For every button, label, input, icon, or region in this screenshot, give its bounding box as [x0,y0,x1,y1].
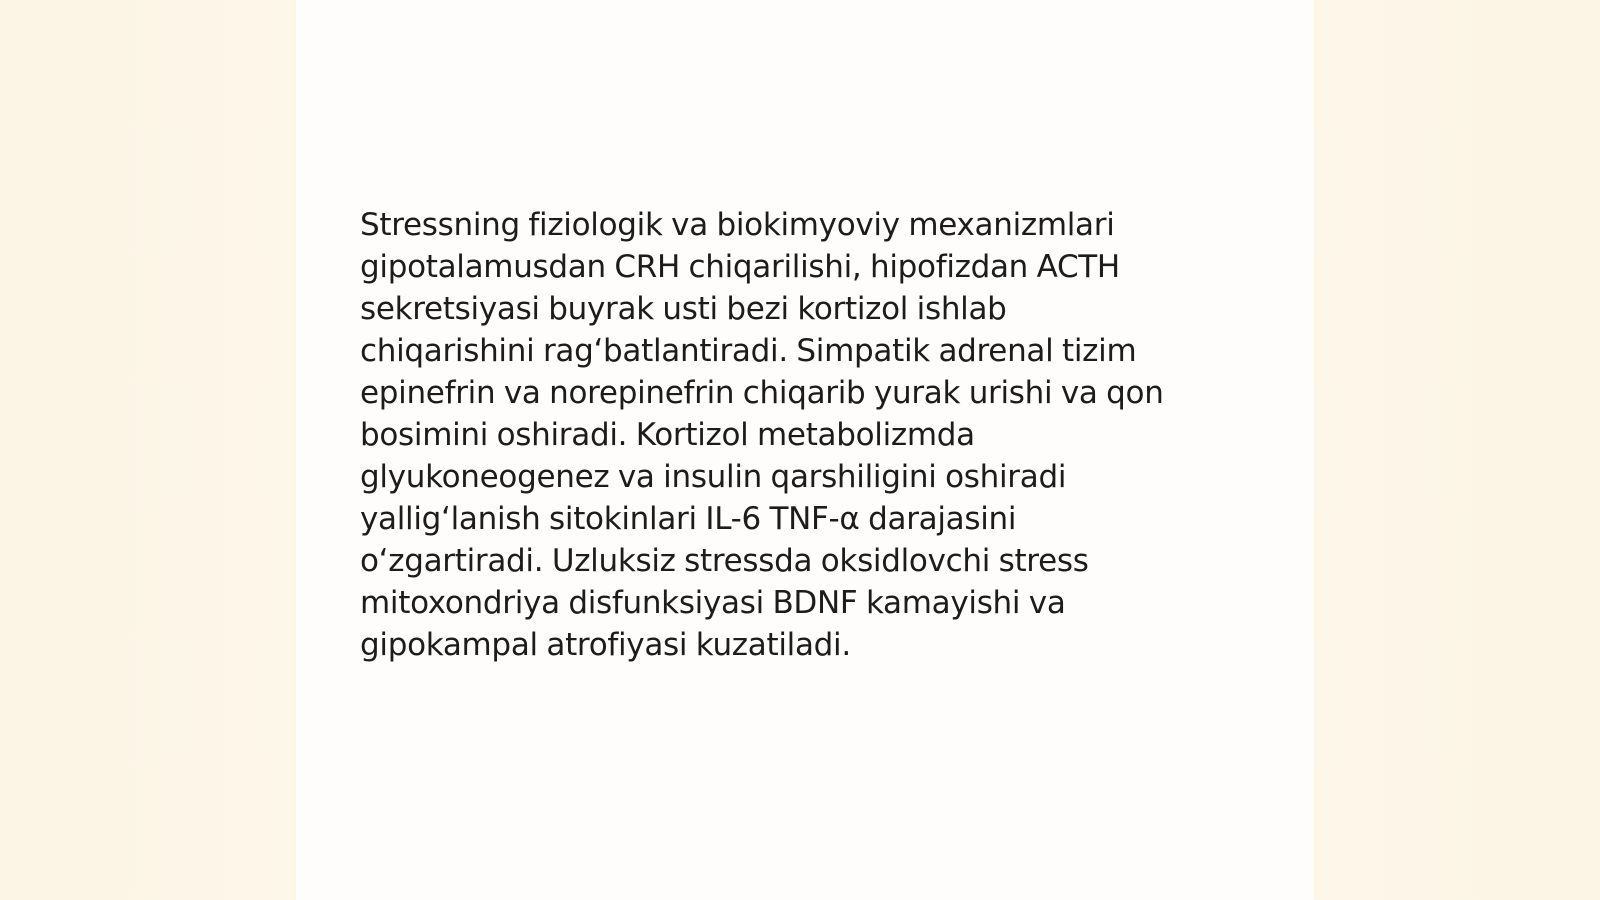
text-line: yallig‘lanish sitokinlari IL-6 TNF-α darajasini [360,501,1017,537]
background-margin-right [1314,0,1600,900]
document-page [296,0,1314,900]
text-line: sekretsiyasi buyrak usti bezi kortizol ishlab [360,291,1007,327]
text-line: chiqarishini rag‘batlantiradi. Simpatik adrenal tizim [360,333,1137,369]
text-line: Stressning fiziologik va biokimyoviy mexanizmlari [360,207,1115,243]
text-line: bosimini oshiradi. Kortizol metabolizmda [360,417,975,453]
text-line: epinefrin va norepinefrin chiqarib yurak urishi va qon [360,375,1164,411]
text-line: o‘zgartiradi. Uzluksiz stressda oksidlovchi stress [360,543,1089,579]
body-paragraph [360,204,1240,666]
text-line: glyukoneogenez va insulin qarshiligini oshiradi [360,459,1067,495]
text-line: gipotalamusdan CRH chiqarilishi, hipofizdan ACTH [360,249,1120,285]
text-line: mitoxondriya disfunksiyasi BDNF kamayishi va [360,585,1066,621]
text-line: gipokampal atrofiyasi kuzatiladi. [360,627,851,663]
background-margin-left [0,0,296,900]
